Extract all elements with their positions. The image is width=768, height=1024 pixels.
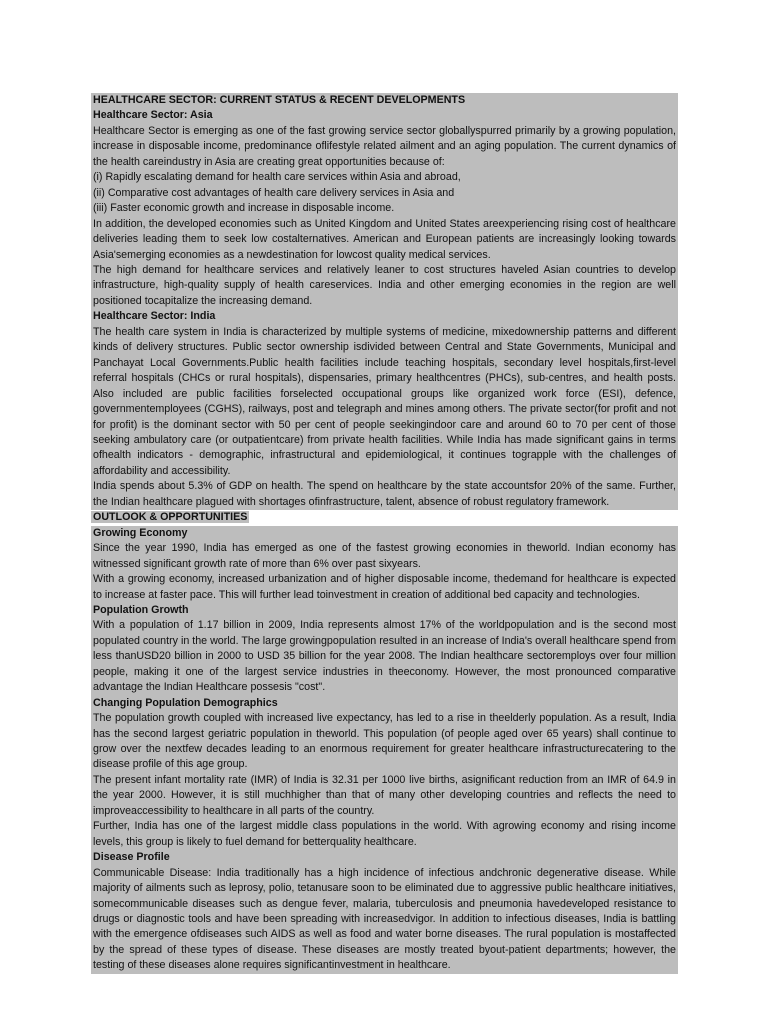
outlook-heading: OUTLOOK & OPPORTUNITIES [93,511,248,524]
india-paragraph-2: India spends about 5.3% of GDP on health. The spend on healthcare by the state accountsfor 20% of the same. Further, the Indian healthcare plagued with shortages ofinfrastructure, talent, absence of robust regulatory framework. [91,479,678,510]
asia-paragraph-1: Healthcare Sector is emerging as one of the fast growing service sector globallyspurred primarily by a growing population, increase in disposable income, predominance oflifestyle related ailment and an aging population. The current dynamics of the health careindustry in Asia are creating great opportunities because of: [91,124,678,170]
asia-paragraph-2: In addition, the developed economies such as United Kingdom and United States areexperiencing rising cost of healthcare deliveries leading them to seek low costalternatives. American and European patients are increasingly looking towards Asia'semerging economies as a newdestination for lowcost quality medical services. [91,217,678,263]
demographics-paragraph-3: Further, India has one of the largest middle class populations in the world. With agrowing economy and rising income levels, this group is likely to fuel demand for betterquality healthcare. [91,819,678,850]
document-body [91,93,678,974]
disease-profile-paragraph: Communicable Disease: India traditionally has a high incidence of infectious andchronic degenerative disease. While majority of ailments such as leprosy, polio, tetanusare soon to be eliminated due to aggressive public healthcare initiatives, somecommunicable diseases such as dengue fever, malaria, tuberculosis and pneumonia havedeveloped resistance to drugs or diagnostic tools and have been spreading with increasedvigor. In addition to infectious diseases, India is battling with the emergence ofdiseases such AIDS as well as food and water borne diseases. The rural population is mostaffected by the spread of these types of disease. These diseases are mostly treated byout-patient departments; however, the testing of these diseases alone requires significantinvestment in healthcare. [91,866,678,974]
growing-economy-paragraph-1: Since the year 1990, India has emerged as one of the fastest growing economies in theworld. Indian economy has witnessed significant growth rate of more than 6% over past sixyears. [91,541,678,572]
asia-list-item: (iii) Faster economic growth and increase in disposable income. [91,201,678,216]
asia-list-item: (i) Rapidly escalating demand for health care services within Asia and abroad, [91,170,678,185]
population-growth-paragraph: With a population of 1.17 billion in 2009, India represents almost 17% of the worldpopulation and is the second most populated country in the world. The large growingpopulation resulted in an increase of India's overall healthcare spend from less thanUSD20 billion in 2000 to USD 35 billion for the year 2008. The Indian healthcare sectoremploys over four million people, making it one of the largest service industries in theeconomy. However, the most pronounced comparative advantage the Indian Healthcare possesis "cost". [91,618,678,695]
demographics-paragraph-1: The population growth coupled with increased live expectancy, has led to a rise in theelderly population. As a result, India has the second largest geriatric population in theworld. This population (of people aged over 65 years) shall continue to grow over the nextfew decades leading to an enormous requirement for greater healthcare infrastructurecatering to the disease profile of this age group. [91,711,678,773]
main-heading: HEALTHCARE SECTOR: CURRENT STATUS & RECENT DEVELOPMENTS [91,93,678,108]
growing-economy-heading: Growing Economy [91,526,678,541]
demographics-paragraph-2: The present infant mortality rate (IMR) of India is 32.31 per 1000 live births, asignificant reduction from an IMR of 64.9 in the year 2000. However, it is still muchhigher than that of many other developing countries and reflects the need to improveaccessibility to healthcare in all parts of the country. [91,773,678,819]
population-growth-heading: Population Growth [91,603,678,618]
india-paragraph-1: The health care system in India is characterized by multiple systems of medicine, mixedownership patterns and different kinds of delivery structures. Public sector ownership isdivided between Central and State Governments, Municipal and Panchayat Local Governments.Public health facilities include teaching hospitals, secondary level hospitals,first-level referral hospitals (CHCs or rural hospitals), dispensaries, primary healthcentres (PHCs), sub-centres, and health posts. Also included are public facilities forselected occupational groups like organized work force (ESI), defence, governmentemployees (CGHS), railways, post and telegraph and mines among others. The private sector(for profit and not for profit) is the dominant sector with 50 per cent of people seekingindoor care and around 60 to 70 per cent of those seeking ambulatory care (or outpatientcare) from private health facilities. While India has made significant gains in terms ofhealth indicators - demographic, infrastructural and epidemiological, it continues tograpple with the challenges of affordability and accessibility. [91,325,678,480]
demographics-heading: Changing Population Demographics [91,696,678,711]
disease-profile-heading: Disease Profile [91,850,678,865]
asia-paragraph-3: The high demand for healthcare services and relatively leaner to cost structures haveled Asian countries to develop infrastructure, high-quality supply of health careservices. India and other emerging economies in the region are well positioned tocapitalize the increasing demand. [91,263,678,309]
asia-list-item: (ii) Comparative cost advantages of health care delivery services in Asia and [91,186,678,201]
asia-heading: Healthcare Sector: Asia [91,108,678,123]
india-heading: Healthcare Sector: India [91,309,678,324]
outlook-heading-row [91,510,678,525]
growing-economy-paragraph-2: With a growing economy, increased urbanization and of higher disposable income, thedemand for healthcare is expected to increase at faster pace. This will further lead toinvestment in creation of additional bed capacity and technologies. [91,572,678,603]
